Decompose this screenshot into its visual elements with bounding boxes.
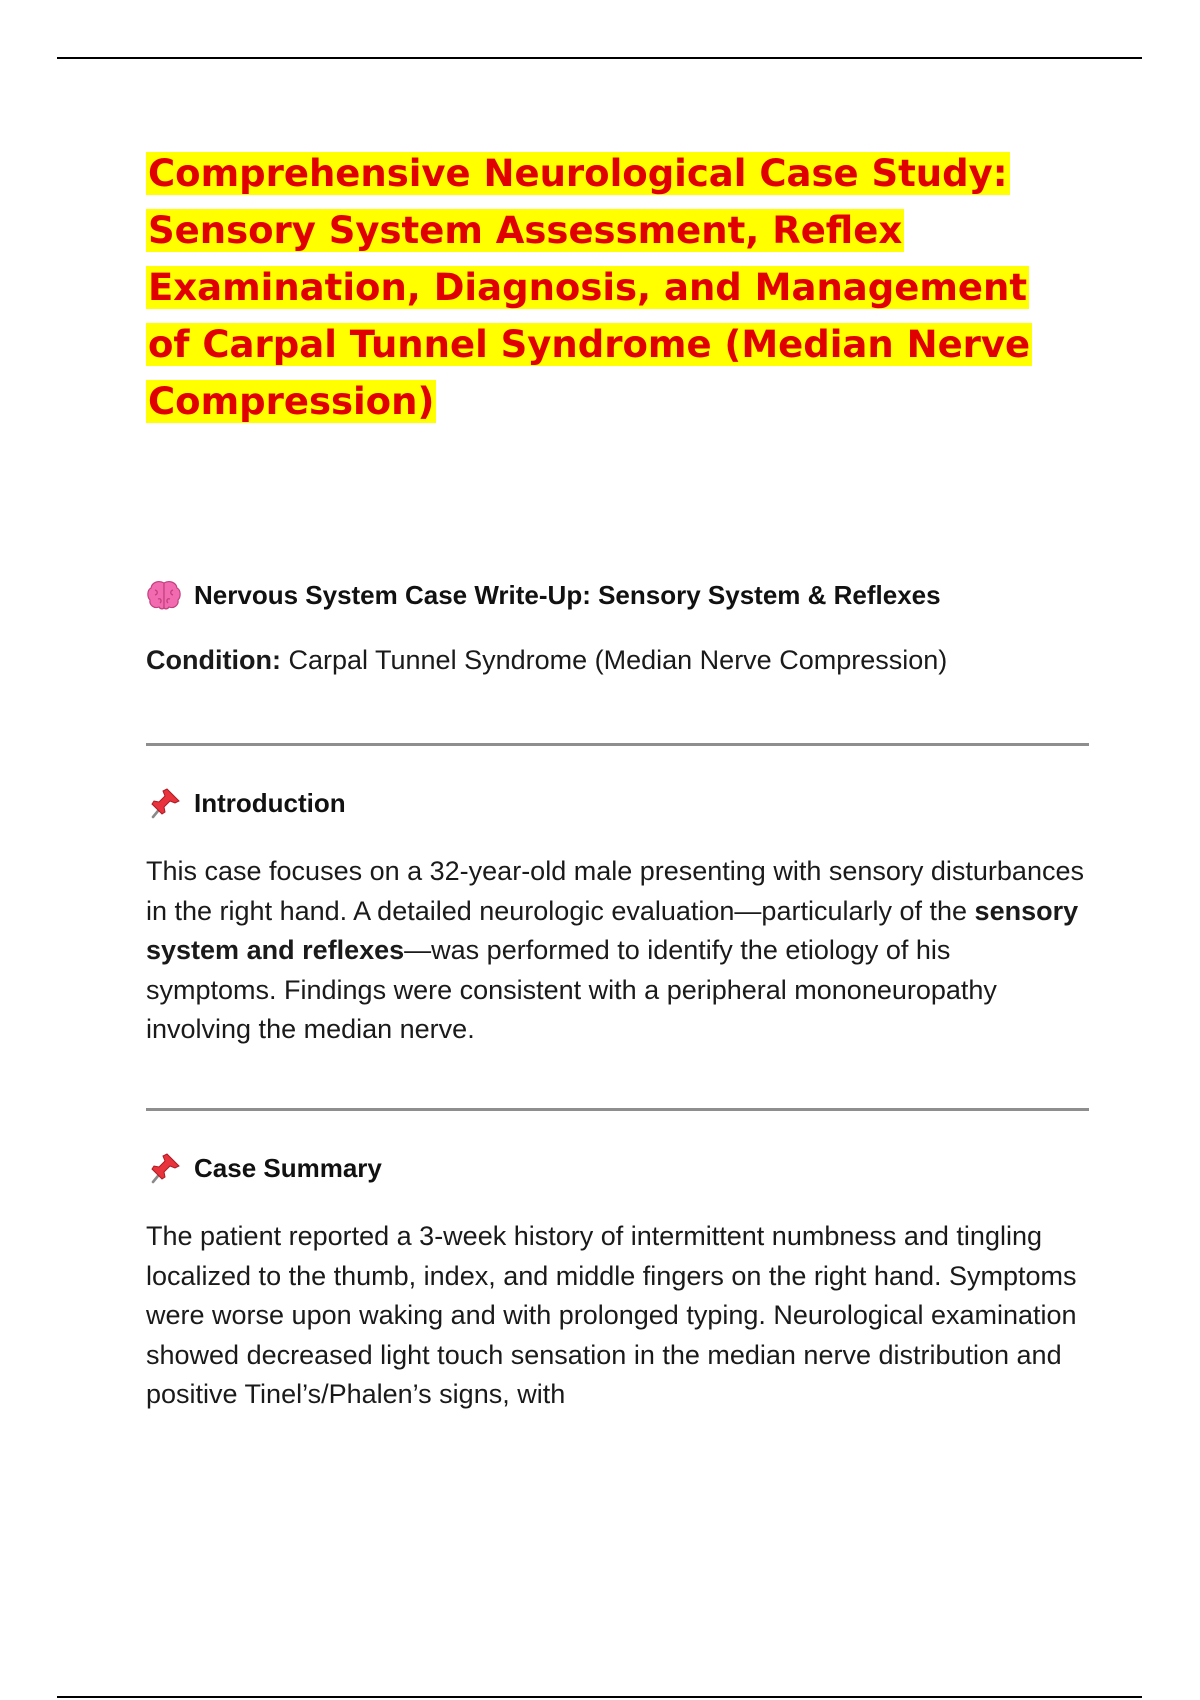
bottom-rule — [57, 1696, 1142, 1698]
intro-text-end: —was performed to identify the etiology of his symptoms. Findings were consistent with a peripheral mononeuropathy involving the median nerve. — [146, 935, 997, 1044]
pushpin-icon — [146, 1151, 182, 1185]
writeup-heading-text: Nervous System Case Write-Up: Sensory System & Reflexes — [194, 579, 941, 610]
intro-text-start: This case focuses on a 32-year-old male presenting with sensory disturbances in the right hand. A detailed neurologic evaluation—particularly of the — [146, 856, 1084, 926]
intro-text-bold: sensory system and reflexes — [146, 895, 1079, 965]
title-line: Examination, Diagnosis, and Management — [148, 266, 1028, 309]
introduction-heading — [146, 786, 346, 820]
title-line: of Carpal Tunnel Syndrome (Median Nerve — [148, 323, 1031, 366]
introduction-paragraph — [146, 852, 1086, 1050]
condition-line — [146, 645, 947, 676]
pushpin-icon — [146, 786, 182, 820]
introduction-heading-text: Introduction — [194, 787, 346, 818]
divider — [146, 1108, 1089, 1111]
brain-icon — [146, 578, 182, 612]
condition-value: Carpal Tunnel Syndrome (Median Nerve Compression) — [288, 645, 948, 675]
writeup-heading — [146, 578, 941, 612]
condition-label: Condition: — [146, 645, 281, 675]
title-line: Sensory System Assessment, Reflex — [148, 209, 903, 252]
top-rule — [57, 57, 1142, 59]
case-summary-paragraph: The patient reported a 3-week history of intermittent numbness and tingling localized to the thumb, index, and middle fingers on the right hand. Symptoms were worse upon waking and with prolonged typing. Neurological examination showed decreased light touch sensation in the median nerve distribution and positive Tinel’s/Phalen’s signs, with — [146, 1221, 1077, 1409]
document-title — [146, 145, 1086, 430]
case-summary-heading — [146, 1151, 382, 1185]
title-line: Comprehensive Neurological Case Study: — [148, 152, 1008, 195]
case-summary-heading-text: Case Summary — [194, 1152, 382, 1183]
title-line: Compression) — [148, 380, 435, 423]
divider — [146, 743, 1089, 746]
